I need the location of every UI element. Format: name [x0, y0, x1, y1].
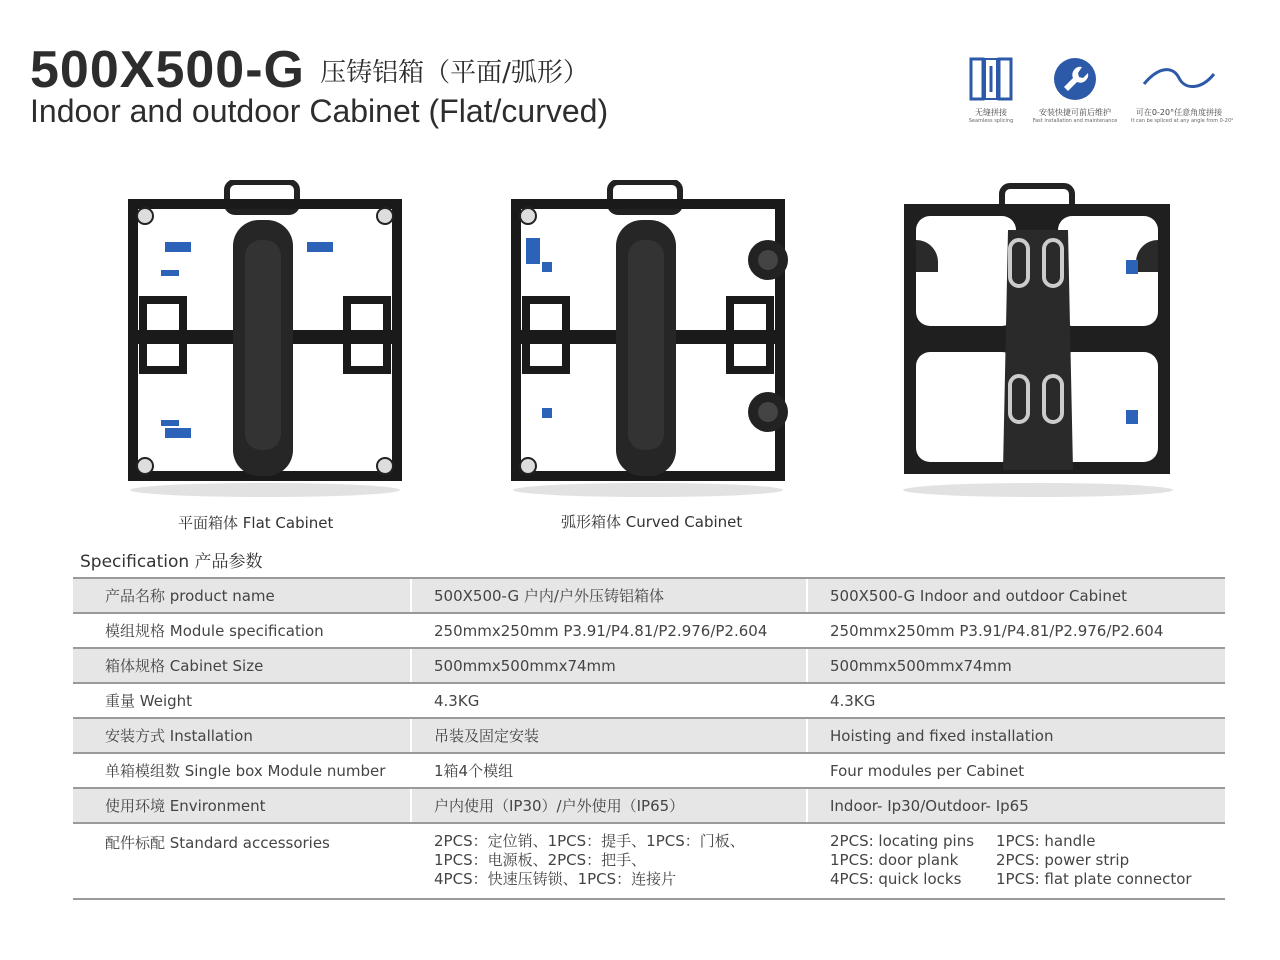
- chinese-title: 压铸铝箱（平面/弧形）: [320, 57, 589, 88]
- table-row: 配件标配 Standard accessories 2PCS：定位销、1PCS：提手、1PCS：门板、 1PCS：电源板、2PCS：把手、 4PCS：快速压铸锁、1PCS：连接片 2PCS: locating pins 1PCS: handle 1PCS: door plank 2PCS: power strip 4PCS: quick locks 1PCS: flat plate connector: [73, 823, 1225, 899]
- flat-cabinet-image: [125, 180, 405, 500]
- feature-seamless: 无缝拼接 Seamless splicing: [943, 55, 1039, 124]
- title-line: [30, 40, 589, 100]
- spec-heading: Specification 产品参数: [80, 552, 263, 572]
- table-row: 安装方式 Installation 吊装及固定安装 Hoisting and fixed installation: [73, 718, 1225, 753]
- model-number: 500X500-G: [30, 41, 305, 99]
- english-title: Indoor and outdoor Cabinet (Flat/curved): [30, 93, 609, 129]
- accessories-list: 2PCS: locating pins 1PCS: handle 1PCS: door plank 2PCS: power strip 4PCS: quick locks 1PCS: flat plate connector: [830, 832, 1192, 888]
- feature-icons: [955, 55, 1235, 135]
- table-row: 箱体规格 Cabinet Size 500mmx500mmx74mm 500mmx500mmx74mm: [73, 648, 1225, 683]
- table-row: 产品名称 product name 500X500-G 户内/户外压铸铝箱体 500X500-G Indoor and outdoor Cabinet: [73, 578, 1225, 613]
- table-row: 使用环境 Environment 户内使用（IP30）/户外使用（IP65） Indoor- Ip30/Outdoor- Ip65: [73, 788, 1225, 823]
- flat-cabinet-label: 平面箱体 Flat Cabinet: [178, 514, 334, 532]
- spec-table: [73, 577, 1225, 900]
- table-row: 单箱模组数 Single box Module number 1箱4个模组 Four modules per Cabinet: [73, 753, 1225, 788]
- feature-maintenance: 安装快捷可前后维护 Fast installation and maintenance: [1027, 55, 1123, 124]
- curved-cabinet-image: [508, 180, 788, 500]
- table-row: 重量 Weight 4.3KG 4.3KG: [73, 683, 1225, 718]
- curved-cabinet-label: 弧形箱体 Curved Cabinet: [561, 513, 743, 531]
- wrench-icon: [1027, 55, 1123, 103]
- table-row: 模组规格 Module specification 250mmx250mm P3.91/P4.81/P2.976/P2.604 250mmx250mm P3.91/P4.81/P2.976/P2.604: [73, 613, 1225, 648]
- curve-wave-icon: [1131, 55, 1227, 103]
- seamless-splicing-icon: [943, 55, 1039, 103]
- rear-cabinet-image: [898, 180, 1178, 500]
- feature-curve: 可在0-20°任意角度拼接 It can be spliced at any angle from 0-20°: [1131, 55, 1227, 124]
